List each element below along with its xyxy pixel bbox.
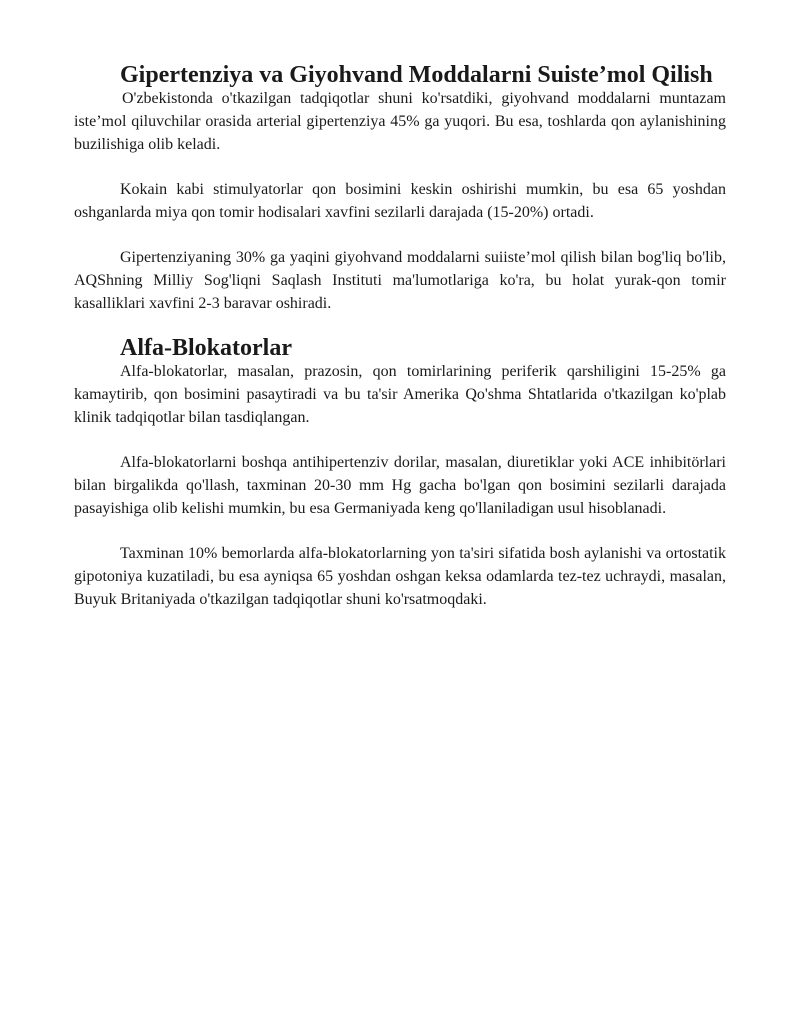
paragraph: Kokain kabi stimulyatorlar qon bosimini keskin oshirishi mumkin, bu esa 65 yoshdan oshganlarda miya qon tomir hodisalari xavfini sezilarli darajada (15-20%) ortadi. [74, 181, 726, 221]
section-heading-alpha-blockers: Alfa-Blokatorlar [120, 335, 292, 361]
paragraph: Gipertenziyaning 30% ga yaqini giyohvand moddalarni suiiste’mol qilish bilan bog'liq bo'lib, AQShning Milliy Sog'liqni Saqlash Instituti ma'lumotlariga ko'ra, bu holat yurak-qon tomir kasalliklari xavfini 2-3 baravar oshiradi. [74, 249, 726, 312]
document-body [74, 64, 726, 611]
section-heading-hypertension: Gipertenziya va Giyohvand Moddalarni Suiste’mol Qilish [120, 62, 713, 88]
paragraph: Taxminan 10% bemorlarda alfa-blokatorlarning yon ta'siri sifatida bosh aylanishi va ortostatik gipotoniya kuzatiladi, bu esa ayniqsa 65 yoshdan oshgan keksa odamlarda tez-tez uchraydi, masalan, Buyuk Britaniyada o'tkazilgan tadqiqotlar shuni ko'rsatmoqdaki. [74, 545, 726, 608]
paragraph: O'zbekistonda o'tkazilgan tadqiqotlar shuni ko'rsatdiki, giyohvand moddalarni muntazam iste’mol qiluvchilar orasida arterial gipertenziya 45% ga yuqori. Bu esa, toshlarda qon aylanishining buzilishiga olib keladi. [74, 90, 726, 153]
paragraph: Alfa-blokatorlar, masalan, prazosin, qon tomirlarining periferik qarshiligini 15-25% ga kamaytirib, qon bosimini pasaytiradi va bu ta'sir Amerika Qo'shma Shtatlarida o'tkazilgan ko'plab klinik tadqiqotlar bilan tasdiqlangan. [74, 363, 726, 426]
paragraph: Alfa-blokatorlarni boshqa antihipertenziv dorilar, masalan, diuretiklar yoki ACE inhibitörlari bilan birgalikda qo'llash, taxminan 20-30 mm Hg gacha bo'lgan qon bosimini sezilarli darajada pasayishiga olib kelishi mumkin, bu esa Germaniyada keng qo'llaniladigan usul hisoblanadi. [74, 454, 726, 517]
